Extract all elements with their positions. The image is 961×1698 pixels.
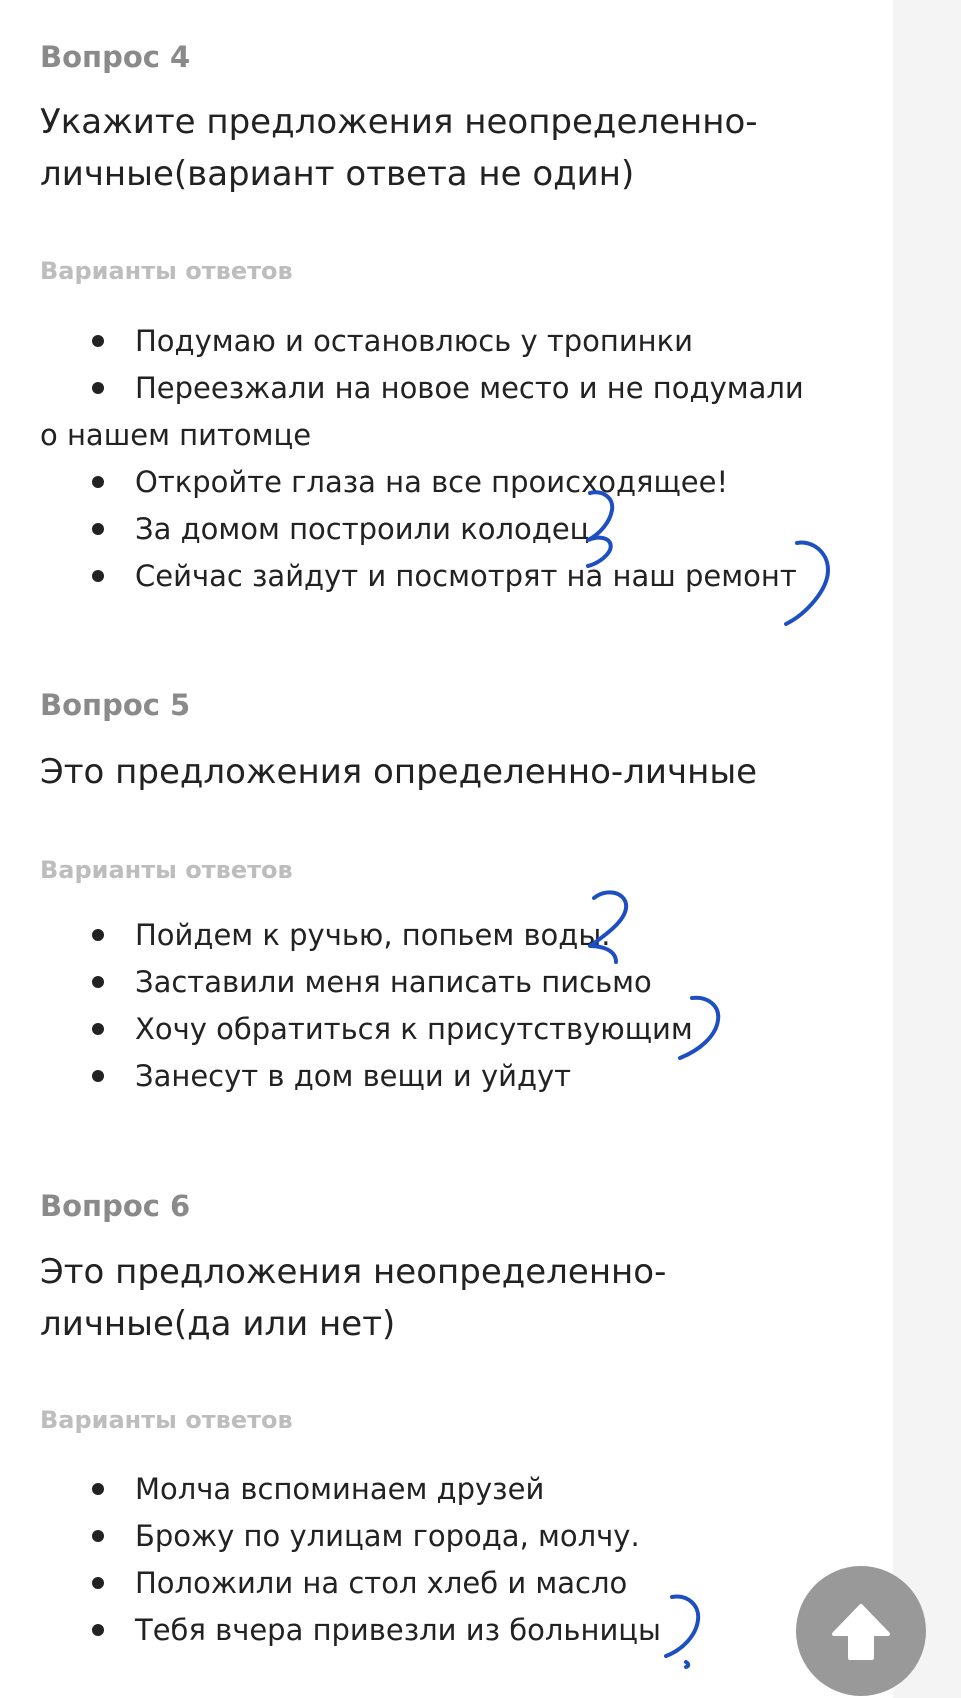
bullet-icon	[92, 1530, 104, 1542]
answer-list	[40, 318, 830, 600]
bullet-icon	[92, 382, 104, 394]
bullet-icon	[92, 1483, 104, 1495]
bullet-icon	[92, 523, 104, 535]
answer-text: Занесут в дом вещи и уйдут	[135, 1059, 572, 1093]
answer-item	[40, 1560, 830, 1607]
answer-item	[40, 1466, 830, 1513]
question-label: Вопрос 4	[40, 40, 191, 74]
answer-item	[40, 1513, 830, 1560]
arrow-up-icon	[826, 1596, 896, 1666]
question-label: Вопрос 5	[40, 688, 191, 722]
right-margin-strip	[893, 0, 961, 1698]
answer-list	[40, 1466, 830, 1654]
answer-item	[40, 1053, 830, 1100]
scroll-to-top-button[interactable]	[796, 1566, 926, 1696]
answer-text: Сейчас зайдут и посмотрят на наш ремонт	[135, 559, 797, 593]
answer-text: Переезжали на новое место и не подумали о нашем питомце	[40, 371, 804, 452]
bullet-icon	[92, 976, 104, 988]
answer-item	[40, 318, 830, 365]
answer-item	[40, 1607, 830, 1654]
answer-text: Хочу обратиться к присутствующим	[135, 1012, 693, 1046]
answer-text: Пойдем к ручью, попьем воды.	[135, 918, 611, 952]
answers-label: Варианты ответов	[40, 856, 293, 884]
answer-item	[40, 553, 830, 600]
answer-item	[40, 506, 830, 553]
answer-item	[40, 365, 830, 459]
answer-item	[40, 912, 830, 959]
bullet-icon	[92, 929, 104, 941]
answers-label: Варианты ответов	[40, 257, 293, 285]
answer-text: За домом построили колодец	[135, 512, 590, 546]
bullet-icon	[92, 570, 104, 582]
answer-text: Положили на стол хлеб и масло	[135, 1566, 628, 1600]
question-text: Это предложения неопределенно-личные(да или нет)	[40, 1252, 667, 1344]
answer-text: Брожу по улицам города, молчу.	[135, 1519, 640, 1553]
question-label: Вопрос 6	[40, 1189, 191, 1223]
answers-label: Варианты ответов	[40, 1406, 293, 1434]
answer-text: Тебя вчера привезли из больницы	[135, 1613, 661, 1647]
bullet-icon	[92, 1023, 104, 1035]
bullet-icon	[92, 1070, 104, 1082]
answer-text: Откройте глаза на все происходящее!	[135, 465, 729, 499]
bullet-icon	[92, 335, 104, 347]
bullet-icon	[92, 1577, 104, 1589]
answer-item	[40, 959, 830, 1006]
question-text: Это предложения определенно-личные	[40, 752, 758, 792]
bullet-icon	[92, 476, 104, 488]
answer-text: Молча вспоминаем друзей	[135, 1472, 545, 1506]
answer-text: Подумаю и остановлюсь у тропинки	[135, 324, 694, 358]
answer-text: Заставили меня написать письмо	[135, 965, 652, 999]
answer-item	[40, 459, 830, 506]
bullet-icon	[92, 1624, 104, 1636]
question-text: Укажите предложения неопределенно-личные(вариант ответа не один)	[40, 102, 758, 194]
answer-item	[40, 1006, 830, 1053]
answer-list	[40, 912, 830, 1100]
